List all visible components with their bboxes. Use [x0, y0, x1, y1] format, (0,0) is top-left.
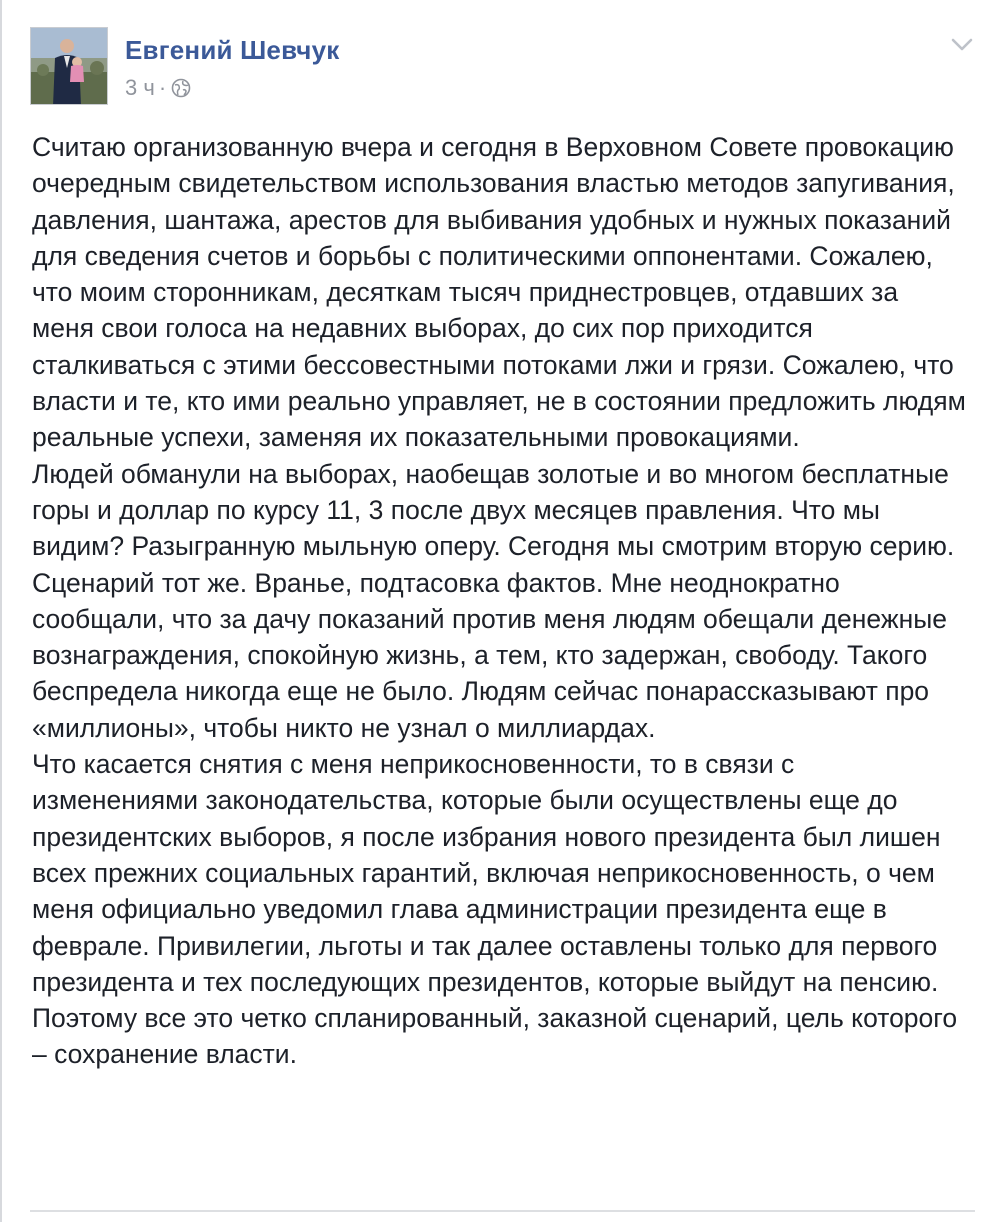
- post-header: [30, 27, 975, 109]
- avatar[interactable]: [30, 27, 108, 105]
- chevron-down-icon[interactable]: [949, 31, 975, 57]
- author-name-link[interactable]: Евгений Шевчук: [125, 35, 340, 65]
- globe-icon[interactable]: [171, 78, 191, 98]
- post-paragraph: Считаю организованную вчера и сегодня в Верховном Совете провокацию очередным свидетельством использования властью методов запугивания, давления, шантажа, арестов для выбивания удобных и нужных показаний для сведения счетов и борьбы с политическими оппонентами. Сожалею, что моим сторонникам, десяткам тысяч приднестровцев, отдавших за меня свои голоса на недавних выборах, до сих пор приходится сталкиваться с этими бессовестными потоками лжи и грязи. Сожалею, что власти и те, кто ими реально управляет, не в состоянии предложить людям реальные успехи, заменяя их показательными провокациями.: [32, 132, 966, 453]
- post-paragraph: Что касается снятия с меня неприкосновенности, то в связи с изменениями законодательства, которые были осуществлены еще до президентских выборов, я после избрания нового президента был лишен всех прежних социальных гарантий, включая неприкосновенность, о чем меня официально уведомил глава администрации президента еще в феврале. Привилегии, льготы и так далее оставлены только для первого президента и тех последующих президентов, которые выйдут на пенсию. Поэтому все это четко спланированный, заказной сценарий, цель которого – сохранение власти.: [32, 749, 958, 1070]
- timestamp-link[interactable]: 3 ч: [125, 75, 155, 100]
- avatar-photo: [31, 28, 108, 105]
- post-body: [32, 129, 967, 1073]
- post-meta: [125, 75, 191, 101]
- post-divider: [30, 1210, 975, 1212]
- meta-separator: ·: [158, 75, 167, 100]
- post-paragraph: Людей обманули на выборах, наобещав золотые и во многом бесплатные горы и доллар по курсу 11, 3 после двух месяцев правления. Что мы видим? Разыгранную мыльную оперу. Сегодня мы смотрим вторую серию. Сценарий тот же. Вранье, подтасовка фактов. Мне неоднократно сообщали, что за дачу показаний против меня людям обещали денежные вознаграждения, спокойную жизнь, а тем, кто задержан, свободу. Такого беспредела никогда еще не было. Людям сейчас понарассказывают про «миллионы», чтобы никто не узнал о миллиардах.: [32, 458, 955, 743]
